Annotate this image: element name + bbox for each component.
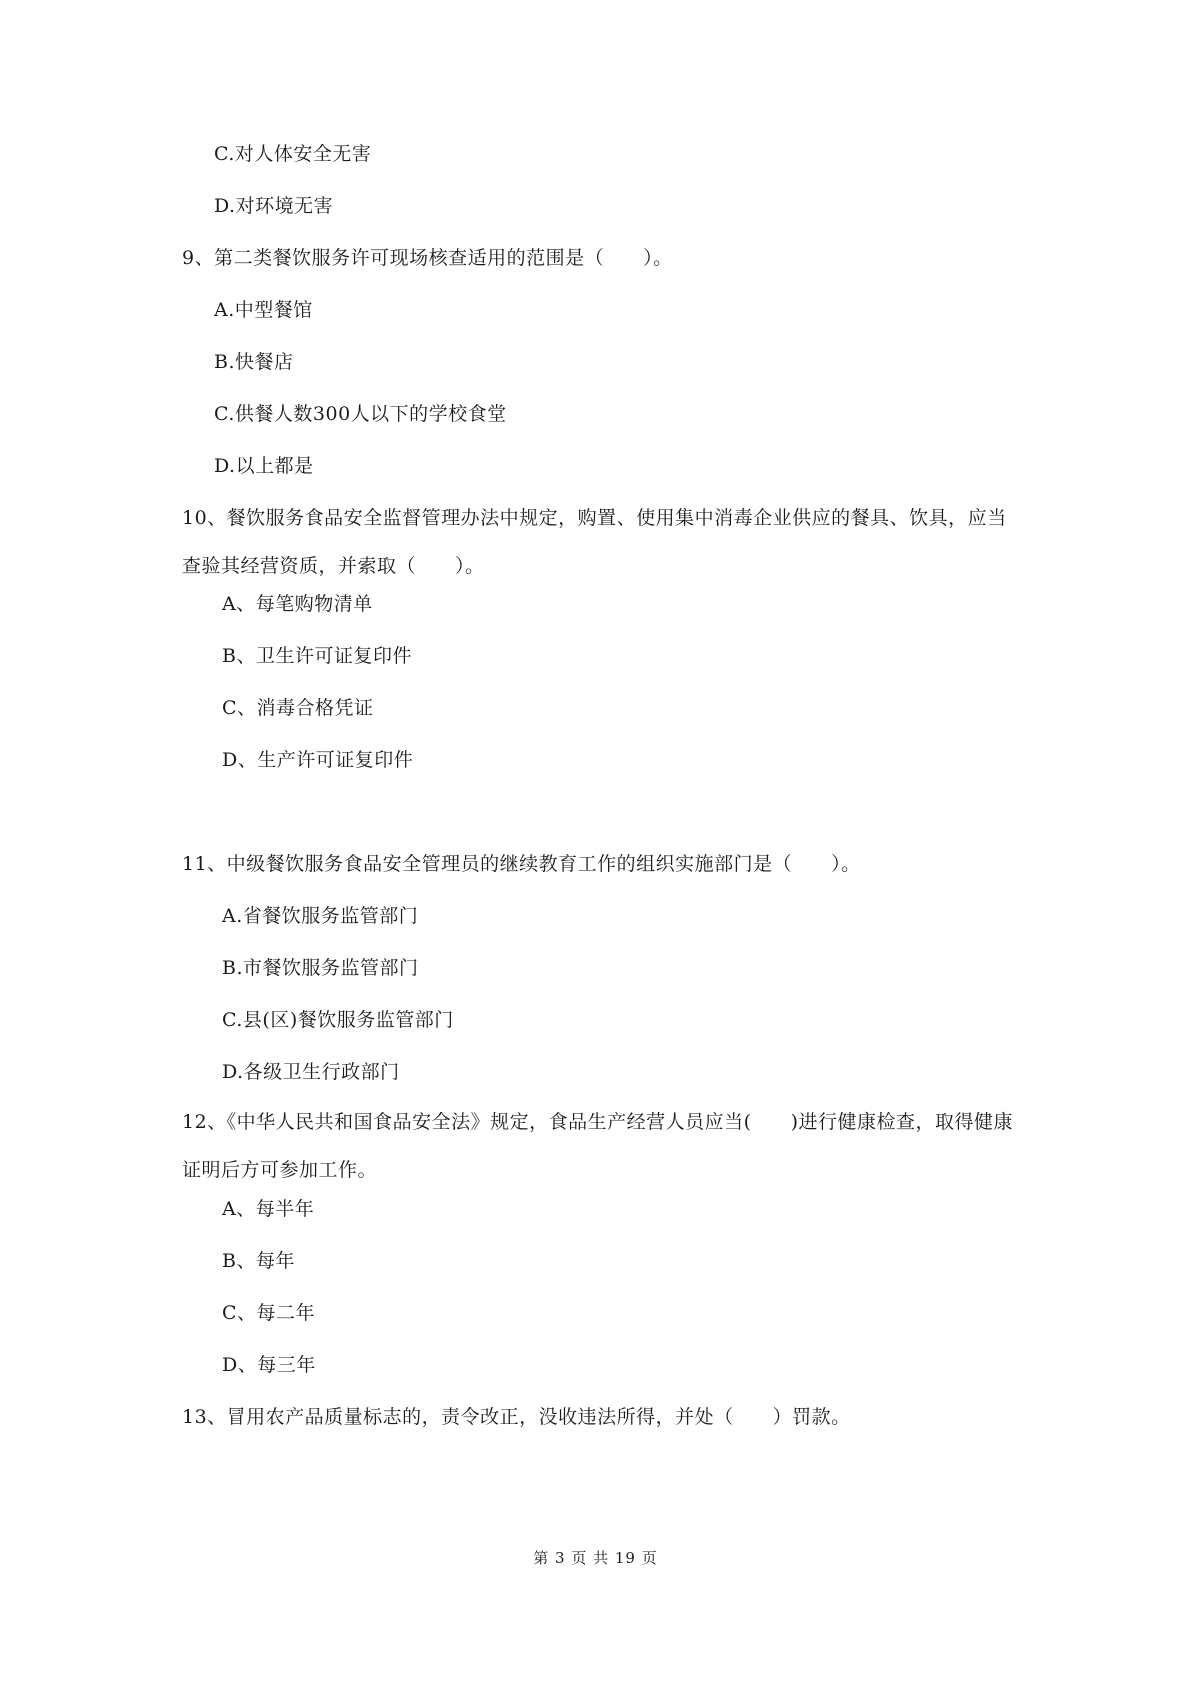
q12-option-d: D、每三年	[222, 1354, 316, 1376]
q12-option-b: B、每年	[222, 1250, 295, 1272]
q10-option-a: A、每笔购物清单	[222, 593, 373, 615]
q12-option-a: A、每半年	[222, 1198, 315, 1220]
q9-option-c: C.供餐人数300人以下的学校食堂	[214, 403, 507, 425]
page-number-footer: 第 3 页 共 19 页	[533, 1549, 658, 1567]
q11-option-c: C.县(区)餐饮服务监管部门	[222, 1009, 454, 1031]
q10-option-c: C、消毒合格凭证	[222, 697, 374, 719]
q11-option-a: A.省餐饮服务监管部门	[222, 905, 419, 927]
q11-option-b: B.市餐饮服务监管部门	[222, 957, 419, 979]
q8-option-d: D.对环境无害	[214, 195, 334, 217]
q9-option-d: D.以上都是	[214, 455, 314, 477]
q12-stem: 12、《中华人民共和国食品安全法》规定，食品生产经营人员应当( )进行健康检查，取得健康证明后方可参加工作。	[182, 1111, 1014, 1181]
q10-option-b: B、卫生许可证复印件	[222, 645, 412, 667]
q9-stem: 9、第二类餐饮服务许可现场核查适用的范围是（ ）。	[182, 247, 673, 269]
q11-stem: 11、中级餐饮服务食品安全管理员的继续教育工作的组织实施部门是（ ）。	[182, 853, 861, 875]
q9-option-b: B.快餐店	[214, 351, 294, 373]
q10-option-d: D、生产许可证复印件	[222, 749, 414, 771]
q12-option-c: C、每二年	[222, 1302, 316, 1324]
q11-option-d: D.各级卫生行政部门	[222, 1061, 400, 1083]
q10-stem: 10、餐饮服务食品安全监督管理办法中规定，购置、使用集中消毒企业供应的餐具、饮具，应当查验其经营资质，并索取（ ）。	[182, 507, 1007, 577]
q9-option-a: A.中型餐馆	[214, 299, 313, 321]
q8-option-c: C.对人体安全无害	[214, 143, 372, 165]
q13-stem: 13、冒用农产品质量标志的，责令改正，没收违法所得，并处（ ）罚款。	[182, 1406, 851, 1428]
